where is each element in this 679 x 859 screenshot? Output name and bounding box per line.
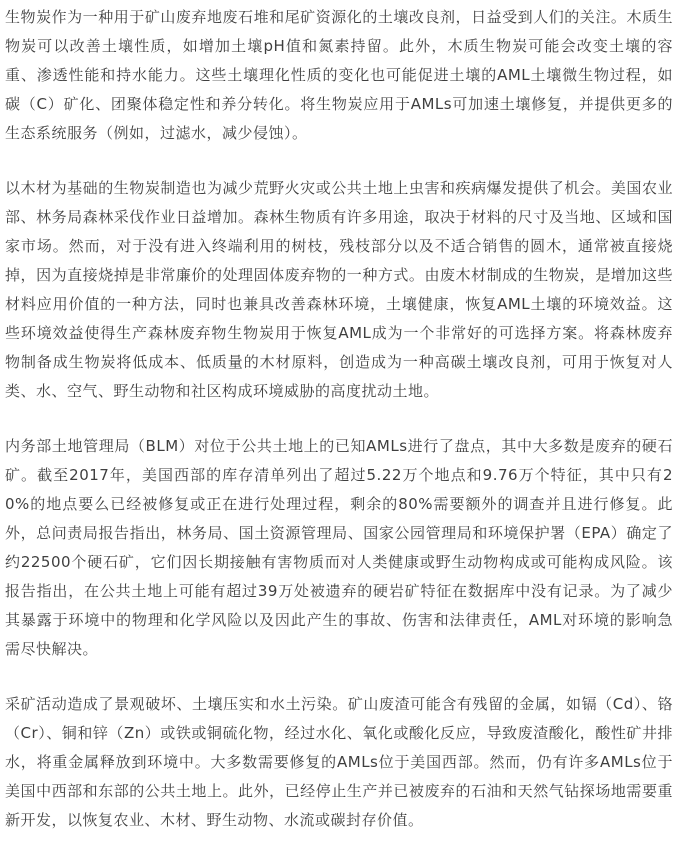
paragraph-biochar-amendment: 生物炭作为一种用于矿山废弃地废石堆和尾矿资源化的土壤改良剂，日益受到人们的关注。木质生物炭可以改善土壤性质，如增加土壤pH值和氮素持留。此外，木质生物炭可能会改变土壤的容重、渗透性能和持水能力。这些土壤理化性质的变化也可能促进土壤的AML土壤微生物过程，如碳（C）矿化、团聚体稳定性和养分转化。将生物炭应用于AMLs可加速土壤修复，并提供更多的生态系统服务（例如，过滤水，减少侵蚀）。 [5,8,673,142]
paragraph-mining-impacts: 采矿活动造成了景观破坏、土壤压实和水土污染。矿山废渣可能含有残留的金属，如镉（Cd）、铬（Cr）、铜和锌（Zn）或铁或铜硫化物，经过水化、氧化或酸化反应，导致废渣酸化，酸性矿井排水，将重金属释放到环境中。大多数需要修复的AMLs位于美国西部。然而，仍有许多AMLs位于美国中西部和东部的公共土地上。此外，已经停止生产并已被废弃的石油和天然气钻探场地需要重新开发，以恢复农业、木材、野生动物、水流或碳封存价值。 [5,695,673,829]
paragraph-blm-inventory: 内务部土地管理局（BLM）对位于公共土地上的已知AMLs进行了盘点，其中大多数是废弃的硬石矿。截至2017年，美国西部的库存清单列出了超过5.22万个地点和9.76万个特征，其中只有20%的地点要么已经被修复或正在进行处理过程，剩余的80%需要额外的调查并且进行修复。此外，总问责局报告指出，林务局、国土资源管理局、国家公园管理局和环境保护署（EPA）确定了约22500个硬石矿，它们因长期接触有害物质而对人类健康或野生动物构成或可能构成风险。该报告指出，在公共土地上可能有超过39万处被遗弃的硬岩矿特征在数据库中没有记录。为了减少其暴露于环境中的物理和化学风险以及因此产生的事故、伤害和法律责任，AML对环境的影响急需尽快解决。 [5,437,673,658]
paragraph-wood-based-biochar: 以木材为基础的生物炭制造也为减少荒野火灾或公共土地上虫害和疾病爆发提供了机会。美国农业部、林务局森林采伐作业日益增加。森林生物质有许多用途，取决于材料的尺寸及当地、区域和国家市场。然而，对于没有进入终端利用的树枝，残枝部分以及不适合销售的圆木，通常被直接烧掉，因为直接烧掉是非常廉价的处理固体废弃物的一种方式。由废木材制成的生物炭，是增加这些材料应用价值的一种方法，同时也兼具改善森林环境，土壤健康，恢复AML土壤的环境效益。这些环境效益使得生产森林废弃物生物炭用于恢复AML成为一个非常好的可选择方案。将森林废弃物制备成生物炭将低成本、低质量的木材原料，创造成为一种高碳土壤改良剂，可用于恢复对人类、水、空气、野生动物和社区构成环境威胁的高度扰动土地。 [5,179,673,400]
